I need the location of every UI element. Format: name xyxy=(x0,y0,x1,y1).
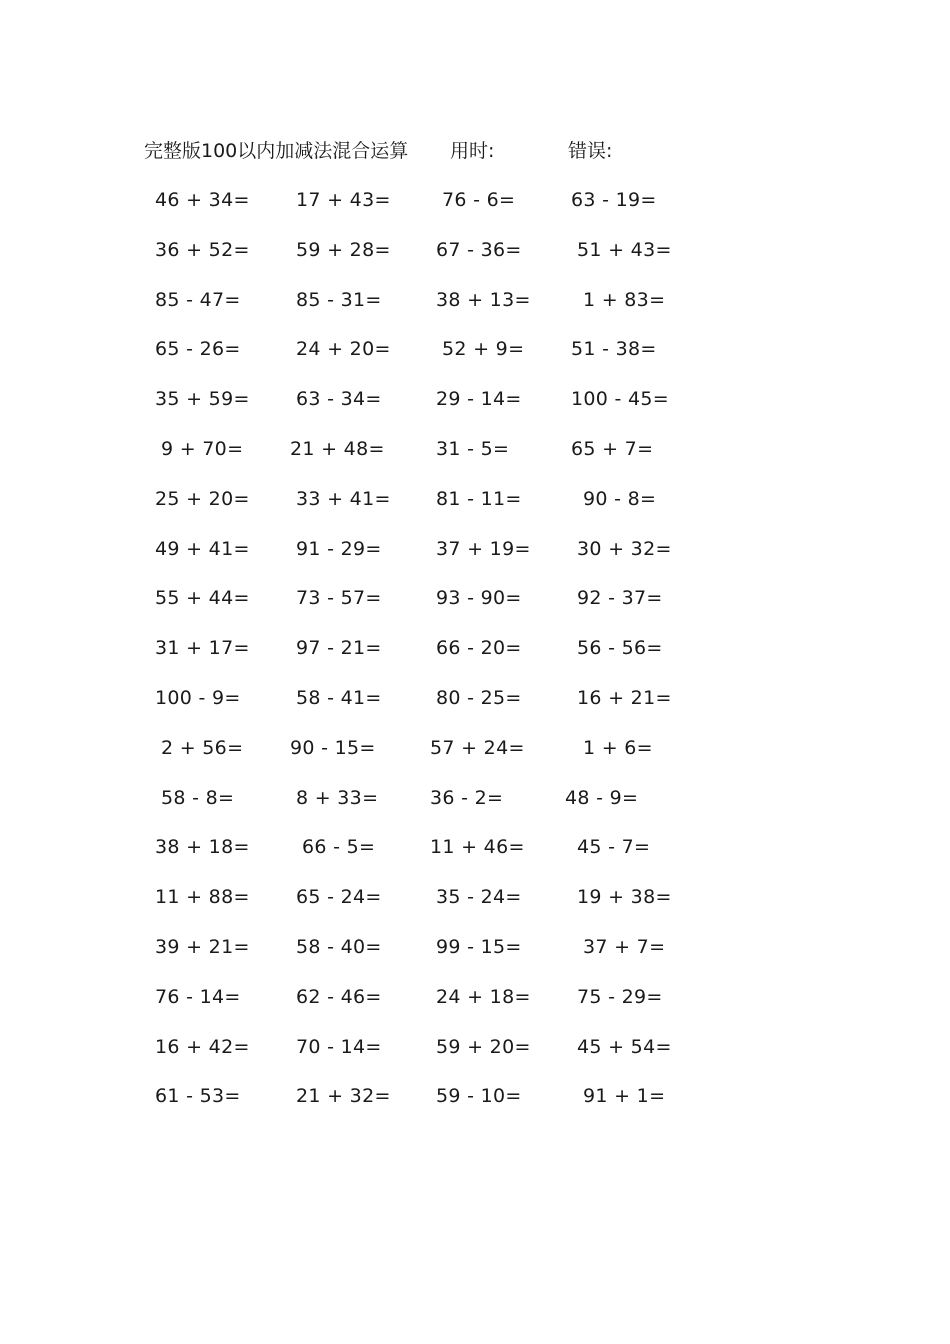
problem-item: 37 + 19= xyxy=(436,537,531,560)
problem-item: 46 + 34= xyxy=(155,189,250,211)
problem-item: 73 - 57= xyxy=(296,587,382,610)
problem-item: 75 - 29= xyxy=(577,985,663,1008)
problem-item: 80 - 25= xyxy=(436,686,522,709)
problem-item: 63 - 19= xyxy=(571,189,657,211)
problem-item: 56 - 56= xyxy=(577,637,663,660)
problem-item: 51 - 38= xyxy=(571,338,657,361)
problem-item: 100 - 45= xyxy=(571,388,669,411)
problem-item: 31 - 5= xyxy=(436,437,510,460)
problem-row xyxy=(0,633,950,683)
problem-item: 76 - 14= xyxy=(155,985,241,1008)
problem-item: 65 + 7= xyxy=(571,437,654,460)
problem-item: 66 - 5= xyxy=(302,836,376,859)
problem-item: 24 + 18= xyxy=(436,985,531,1008)
problem-item: 66 - 20= xyxy=(436,637,522,660)
problem-item: 25 + 20= xyxy=(155,487,250,510)
problem-item: 29 - 14= xyxy=(436,388,522,411)
problem-item: 97 - 21= xyxy=(296,637,382,660)
problem-row xyxy=(0,683,950,733)
problem-item: 51 + 43= xyxy=(577,238,672,261)
problem-item: 16 + 21= xyxy=(577,686,672,709)
problem-item: 11 + 46= xyxy=(430,836,525,859)
problem-item: 58 - 40= xyxy=(296,935,382,958)
problem-item: 85 - 47= xyxy=(155,288,241,311)
problem-row xyxy=(0,185,950,235)
problem-item: 38 + 13= xyxy=(436,288,531,311)
problem-item: 17 + 43= xyxy=(296,189,391,211)
problem-row xyxy=(0,384,950,434)
problem-item: 52 + 9= xyxy=(442,338,525,361)
problem-item: 21 + 32= xyxy=(296,1085,391,1108)
problem-item: 65 - 26= xyxy=(155,338,241,361)
problem-item: 11 + 88= xyxy=(155,886,250,909)
problem-row xyxy=(0,1032,950,1082)
problem-item: 76 - 6= xyxy=(442,189,516,211)
problem-item: 91 + 1= xyxy=(583,1085,666,1108)
problem-item: 30 + 32= xyxy=(577,537,672,560)
problem-row xyxy=(0,534,950,584)
problem-item: 38 + 18= xyxy=(155,836,250,859)
problem-item: 85 - 31= xyxy=(296,288,382,311)
problem-item: 33 + 41= xyxy=(296,487,391,510)
problem-item: 9 + 70= xyxy=(161,437,244,460)
problem-item: 65 - 24= xyxy=(296,886,382,909)
problem-item: 90 - 15= xyxy=(290,736,376,759)
problem-row xyxy=(0,783,950,833)
problem-item: 92 - 37= xyxy=(577,587,663,610)
problem-row xyxy=(0,484,950,534)
problem-item: 35 - 24= xyxy=(436,886,522,909)
problem-row xyxy=(0,982,950,1032)
problem-row xyxy=(0,285,950,335)
problem-row xyxy=(0,733,950,783)
problem-item: 37 + 7= xyxy=(583,935,666,958)
problem-item: 70 - 14= xyxy=(296,1035,382,1058)
time-label: 用时: xyxy=(450,140,495,162)
problem-item: 62 - 46= xyxy=(296,985,382,1008)
problem-item: 59 + 28= xyxy=(296,238,391,261)
problem-item: 93 - 90= xyxy=(436,587,522,610)
problem-row xyxy=(0,832,950,882)
problem-item: 59 - 10= xyxy=(436,1085,522,1108)
problem-row xyxy=(0,235,950,285)
problem-item: 35 + 59= xyxy=(155,388,250,411)
problem-item: 1 + 83= xyxy=(583,288,666,311)
problem-item: 1 + 6= xyxy=(583,736,653,759)
problem-item: 39 + 21= xyxy=(155,935,250,958)
problem-item: 36 - 2= xyxy=(430,786,504,809)
problem-item: 59 + 20= xyxy=(436,1035,531,1058)
problem-row xyxy=(0,583,950,633)
problem-item: 63 - 34= xyxy=(296,388,382,411)
problem-item: 31 + 17= xyxy=(155,637,250,660)
problem-item: 67 - 36= xyxy=(436,238,522,261)
problem-item: 16 + 42= xyxy=(155,1035,250,1058)
problem-item: 45 - 7= xyxy=(577,836,651,859)
problem-item: 100 - 9= xyxy=(155,686,241,709)
problem-item: 2 + 56= xyxy=(161,736,244,759)
error-label: 错误: xyxy=(568,140,613,162)
problem-grid xyxy=(0,185,950,1131)
problem-row xyxy=(0,932,950,982)
problem-item: 48 - 9= xyxy=(565,786,639,809)
problem-item: 61 - 53= xyxy=(155,1085,241,1108)
problem-item: 21 + 48= xyxy=(290,437,385,460)
problem-item: 91 - 29= xyxy=(296,537,382,560)
problem-row xyxy=(0,334,950,384)
problem-item: 55 + 44= xyxy=(155,587,250,610)
problem-row xyxy=(0,1081,950,1131)
problem-item: 24 + 20= xyxy=(296,338,391,361)
problem-item: 58 - 41= xyxy=(296,686,382,709)
problem-item: 36 + 52= xyxy=(155,238,250,261)
problem-item: 99 - 15= xyxy=(436,935,522,958)
worksheet-header xyxy=(144,136,744,166)
problem-item: 19 + 38= xyxy=(577,886,672,909)
problem-row xyxy=(0,434,950,484)
problem-item: 8 + 33= xyxy=(296,786,379,809)
problem-item: 90 - 8= xyxy=(583,487,657,510)
problem-item: 45 + 54= xyxy=(577,1035,672,1058)
problem-item: 49 + 41= xyxy=(155,537,250,560)
problem-item: 81 - 11= xyxy=(436,487,522,510)
problem-item: 57 + 24= xyxy=(430,736,525,759)
worksheet-title: 完整版100以内加减法混合运算 xyxy=(144,140,409,162)
problem-item: 58 - 8= xyxy=(161,786,235,809)
problem-row xyxy=(0,882,950,932)
